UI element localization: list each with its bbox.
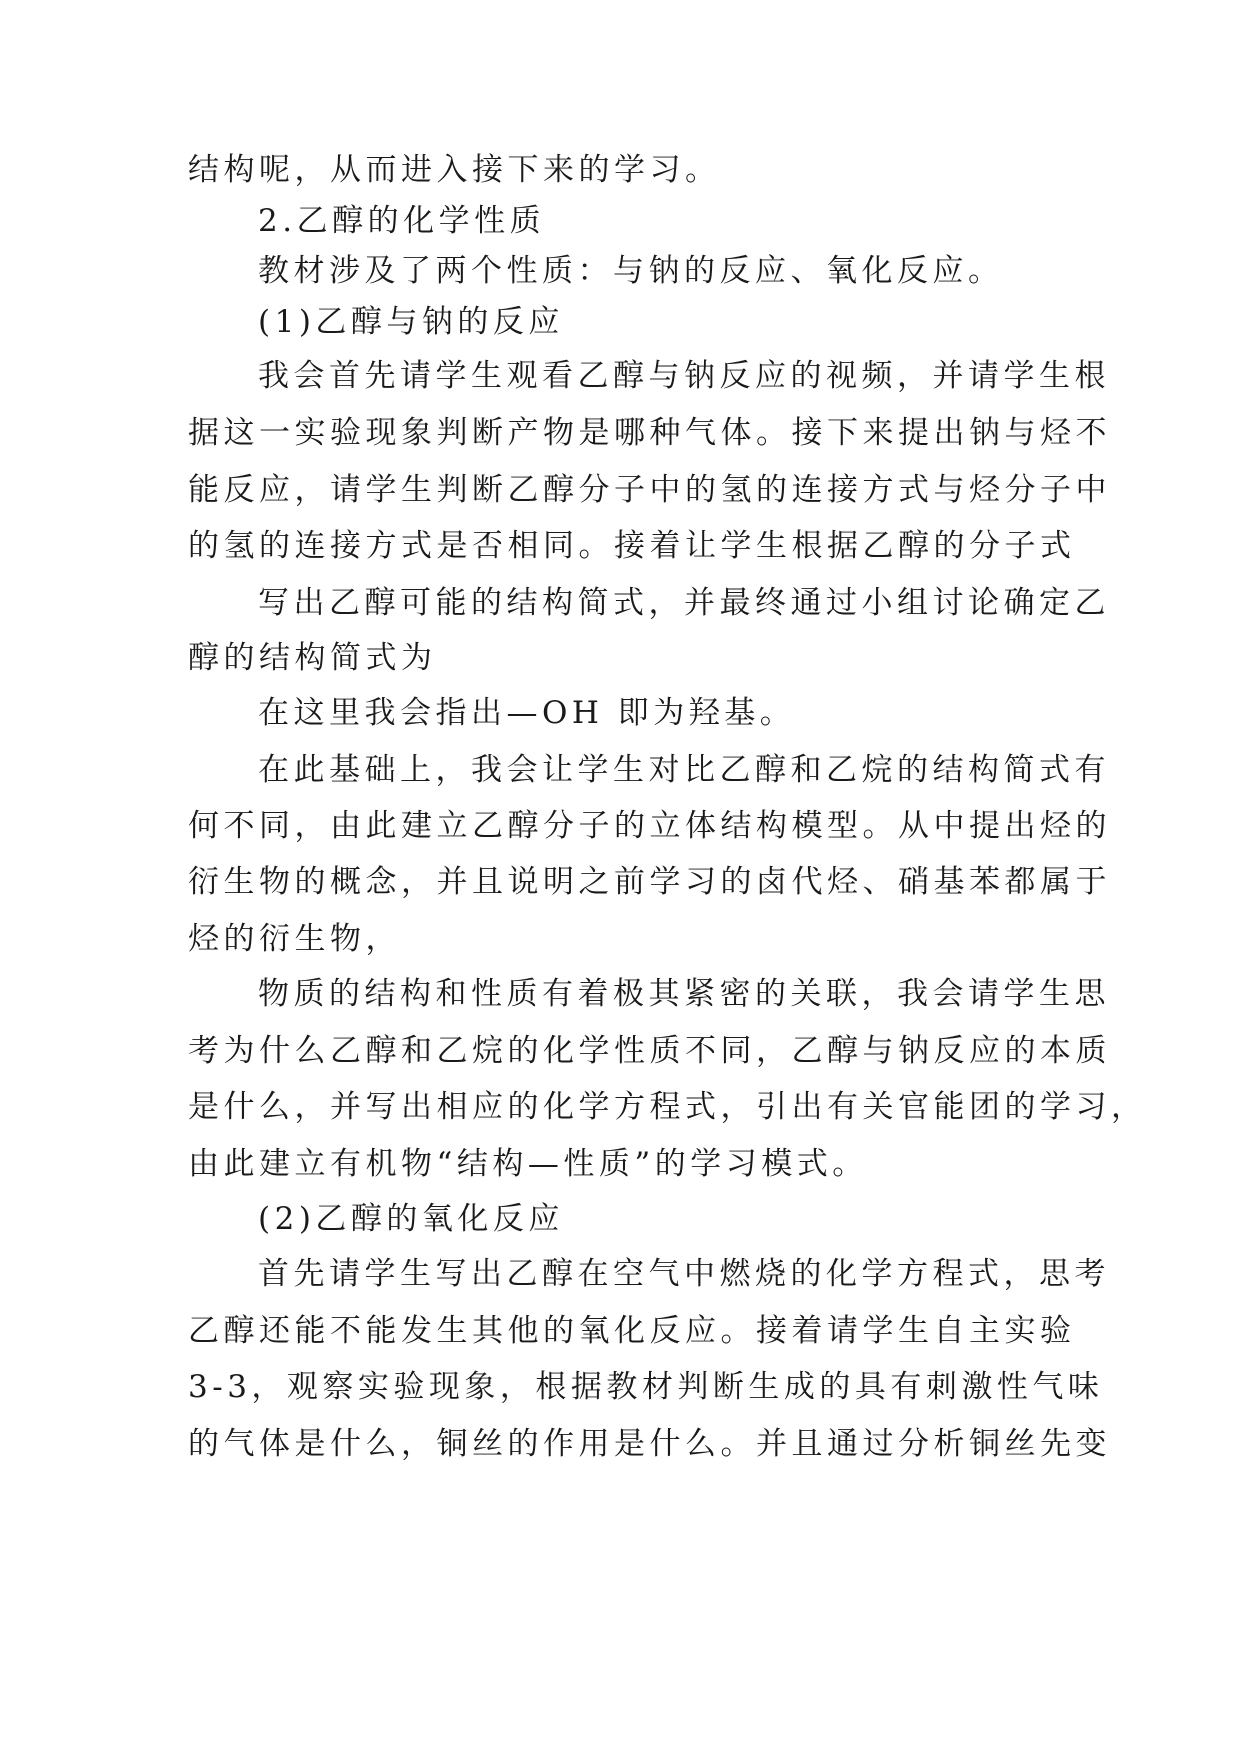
text-line: 首先请学生写出乙醇在空气中燃烧的化学方程式，思考 (258, 1256, 1110, 1292)
text-line: 物质的结构和性质有着极其紧密的关联，我会请学生思 (258, 976, 1110, 1012)
text-line: 教材涉及了两个性质：与钠的反应、氧化反应。 (258, 253, 1004, 289)
subsection-heading: (2)乙醇的氧化反应 (258, 1201, 564, 1237)
text-line: 据这一实验现象判断产物是哪种气体。接下来提出钠与烃不 (188, 415, 1111, 451)
text-line: 何不同，由此建立乙醇分子的立体结构模型。从中提出烃的 (188, 808, 1111, 844)
text-line: 在此基础上，我会让学生对比乙醇和乙烷的结构简式有 (258, 752, 1110, 788)
text-line: 烃的衍生物， (188, 921, 401, 957)
text-line: 能反应，请学生判断乙醇分子中的氢的连接方式与烃分子中 (188, 472, 1111, 508)
text-line: 醇的结构简式为 (188, 640, 437, 676)
text-line: 是什么，并写出相应的化学方程式，引出有关官能团的学习， (188, 1089, 1147, 1125)
text-line: 的气体是什么，铜丝的作用是什么。并且通过分析铜丝先变 (188, 1426, 1111, 1462)
text-line: 结构呢，从而进入接下来的学习。 (188, 152, 721, 188)
text-line: 衍生物的概念，并且说明之前学习的卤代烃、硝基苯都属于 (188, 864, 1111, 900)
text-line: 3-3，观察实验现象，根据教材判断生成的具有刺激性气味 (188, 1369, 1104, 1405)
section-heading: 2.乙醇的化学性质 (258, 203, 546, 239)
text-line: 乙醇还能不能发生其他的氧化反应。接着请学生自主实验 (188, 1313, 1076, 1349)
text-line: 的氢的连接方式是否相同。接着让学生根据乙醇的分子式 (188, 528, 1076, 564)
text-line: 写出乙醇可能的结构简式，并最终通过小组讨论确定乙 (258, 585, 1110, 621)
subsection-heading: (1)乙醇与钠的反应 (258, 304, 564, 340)
text-line: 我会首先请学生观看乙醇与钠反应的视频，并请学生根 (258, 358, 1110, 394)
text-line: 在这里我会指出—OH 即为羟基。 (258, 695, 796, 731)
text-line: 由此建立有机物“结构—性质”的学习模式。 (188, 1146, 868, 1182)
text-line: 考为什么乙醇和乙烷的化学性质不同，乙醇与钠反应的本质 (188, 1033, 1111, 1069)
